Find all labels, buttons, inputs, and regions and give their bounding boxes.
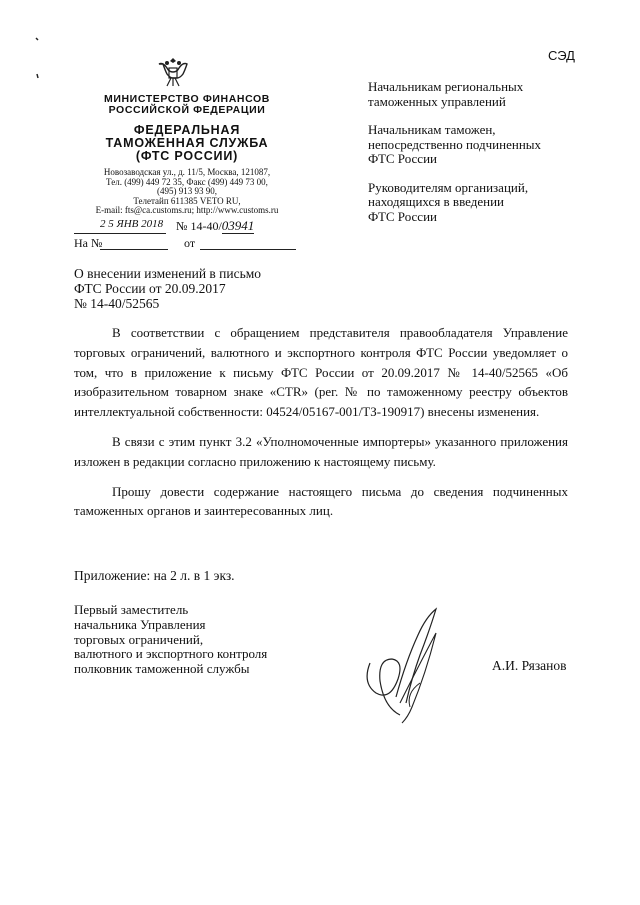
recipients-block <box>368 80 598 238</box>
reference-date-label: от <box>184 236 196 250</box>
body-paragraph: В соответствии с обращением представителя правообладателя Управление торговых ограничений, валютного и экспортного контроля ФТС России уведомляет о том, что в приложение к письму ФТС России от 20.09.2017 № 14-40/52565 «Об изобразительном товарном знаке «CTR» (рег. № по таможенному реестру объектов интеллектуальной собственности: 04524/05167-001/ТЗ-190917) внесены изменения. <box>74 325 568 420</box>
ministry-name: МИНИСТЕРСТВО ФИНАНСОВ РОССИЙСКОЙ ФЕДЕРАЦИИ <box>104 93 270 116</box>
sed-label: СЭД <box>548 48 575 63</box>
reference-number-label: На № <box>74 236 103 250</box>
recipient: Начальникам таможен, непосредственно подчиненных ФТС России <box>368 122 542 166</box>
signatory-name: А.И. Рязанов <box>492 658 567 673</box>
reference-line <box>74 236 314 252</box>
registration-date-stamp: 2 5 ЯНВ 2018 <box>100 218 164 230</box>
reference-date-blank <box>200 249 296 250</box>
registration-number-handwritten: 03941 <box>221 218 255 233</box>
reference-number-blank <box>100 249 168 250</box>
margin-marks <box>32 30 44 90</box>
attachment-note: Приложение: на 2 л. в 1 экз. <box>74 568 235 583</box>
coat-of-arms-icon <box>153 54 193 90</box>
service-name: ФЕДЕРАЛЬНАЯ ТАМОЖЕННАЯ СЛУЖБА (ФТС РОССИИ) <box>105 123 269 163</box>
body-paragraph: В связи с этим пункт 3.2 «Уполномоченные импортеры» указанного приложения изложен в редакции согласно приложению к настоящему письму. <box>74 433 568 469</box>
letter-subject: О внесении изменений в письмо ФТС России от 20.09.2017 № 14-40/52565 <box>74 266 262 311</box>
handwritten-signature <box>340 603 460 733</box>
body-paragraph: Прошу довести содержание настоящего письма до сведения подчиненных таможенных органов и заинтересованных лиц. <box>74 483 568 519</box>
letter-body <box>74 323 568 531</box>
recipient: Руководителям организаций, находящихся в введении ФТС России <box>368 179 529 224</box>
date-underline <box>74 233 166 234</box>
recipient: Начальникам региональных таможенных управлений <box>368 79 524 109</box>
registration-number: № 14-40/03941 <box>176 218 255 233</box>
registration-line <box>74 218 314 234</box>
contact-details: Новозаводская ул., д. 11/5, Москва, 121087, Тел. (499) 449 72 35, Факс (499) 449 73 00, (495) 913 93 90, Телетайп 611385 VETO RU, E-mail: fts@ca.customs.ru; http://www.customs.ru <box>95 167 279 215</box>
signatory-title: Первый заместитель начальника Управления торговых ограничений, валютного и экспортного контроля полковник таможенной службы <box>74 602 268 677</box>
